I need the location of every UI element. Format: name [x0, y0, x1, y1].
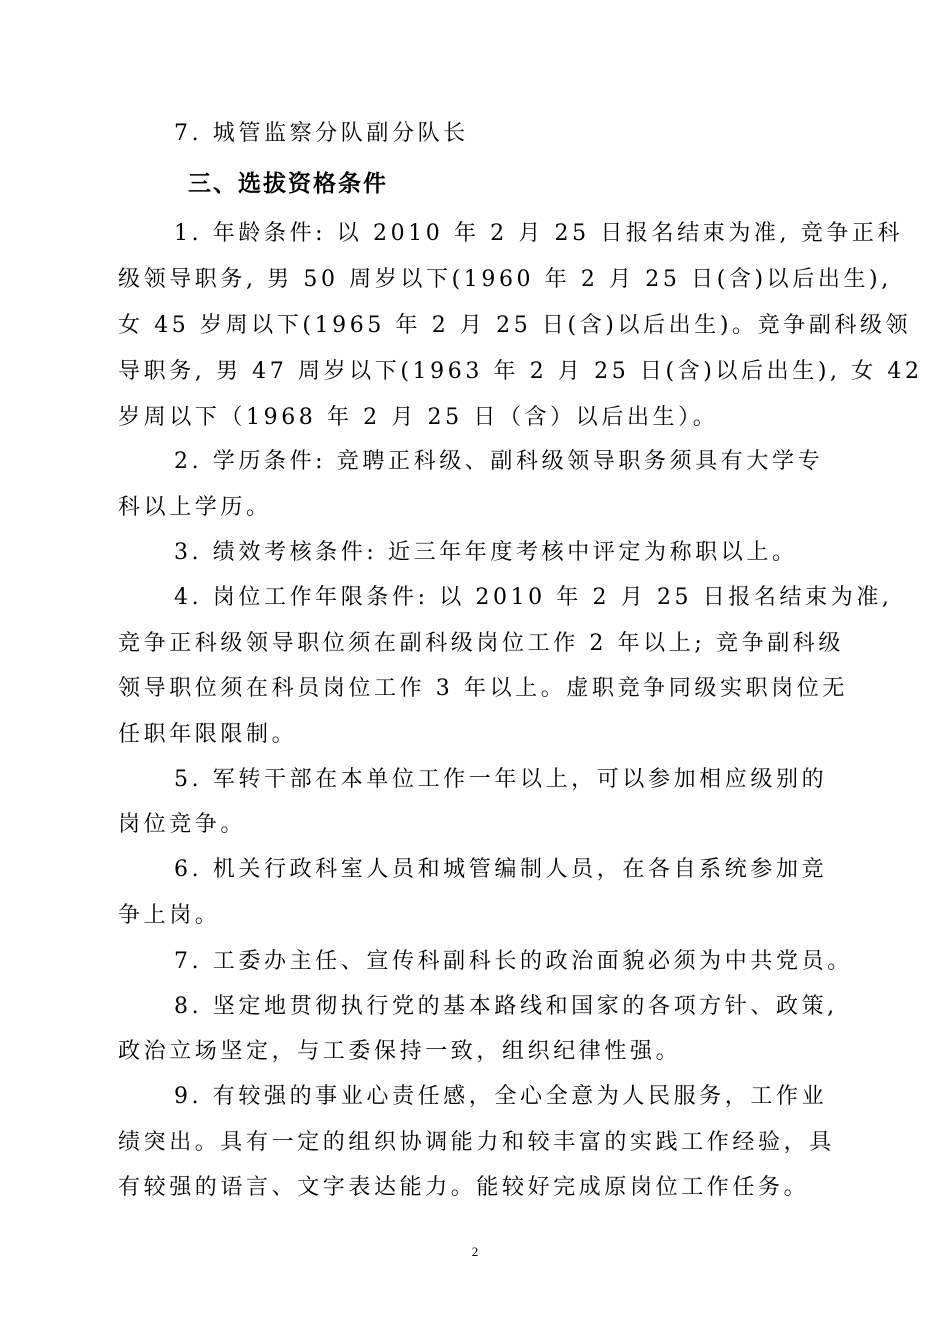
paragraph-line: 导职务, 男 47 周岁以下(1963 年 2 月 25 日(含)以后出生), 女 42 — [118, 359, 923, 384]
paragraph-line: 任职年限限制。 — [118, 722, 298, 747]
paragraph-line: 政治立场坚定，与工委保持一致，组织纪律性强。 — [118, 1039, 682, 1064]
section-heading: 三、选拔资格条件 — [188, 171, 388, 197]
paragraph-line: 科以上学历。 — [118, 495, 272, 520]
paragraph-line: 争上岗。 — [118, 903, 221, 928]
paragraph-line: 岁周以下（1968 年 2 月 25 日（含）以后出生）。 — [118, 405, 719, 430]
paragraph-line: 4. 岗位工作年限条件: 以 2010 年 2 月 25 日报名结束为准, — [174, 585, 893, 610]
page-number: 2 — [471, 1244, 479, 1259]
paragraph-line: 1. 年龄条件: 以 2010 年 2 月 25 日报名结束为准, 竞争正科 — [174, 221, 904, 246]
paragraph-line: 有较强的语言、文字表达能力。能较好完成原岗位工作任务。 — [118, 1175, 810, 1200]
paragraph-line: 7. 工委办主任、宣传科副科长的政治面貌必须为中共党员。 — [174, 949, 853, 974]
paragraph-line: 岗位竞争。 — [118, 812, 247, 837]
paragraph-line: 6. 机关行政科室人员和城管编制人员，在各自系统参加竞 — [174, 857, 828, 882]
paragraph-line: 绩突出。具有一定的组织协调能力和较丰富的实践工作经验，具 — [118, 1130, 835, 1155]
paragraph-line: 竞争正科级领导职位须在副科级岗位工作 2 年以上; 竞争副科级 — [118, 631, 844, 656]
paragraph-line: 领导职位须在科员岗位工作 3 年以上。虚职竞争同级实职岗位无 — [118, 676, 848, 701]
paragraph-line: 女 45 岁周以下(1965 年 2 月 25 日(含)以后出生)。竞争副科级领 — [118, 313, 912, 338]
list-item-position-7: 7. 城管监察分队副分队长 — [174, 121, 469, 146]
paragraph-line: 3. 绩效考核条件: 近三年年度考核中评定为称职以上。 — [174, 540, 798, 565]
paragraph-line: 2. 学历条件: 竞聘正科级、副科级领导职务须具有大学专 — [174, 449, 824, 474]
paragraph-line: 8. 坚定地贯彻执行党的基本路线和国家的各项方针、政策, — [174, 994, 838, 1019]
paragraph-line: 9. 有较强的事业心责任感，全心全意为人民服务，工作业 — [174, 1084, 828, 1109]
paragraph-line: 5. 军转干部在本单位工作一年以上，可以参加相应级别的 — [174, 767, 828, 792]
paragraph-line: 级领导职务, 男 50 周岁以下(1960 年 2 月 25 日(含)以后出生), — [118, 267, 892, 292]
